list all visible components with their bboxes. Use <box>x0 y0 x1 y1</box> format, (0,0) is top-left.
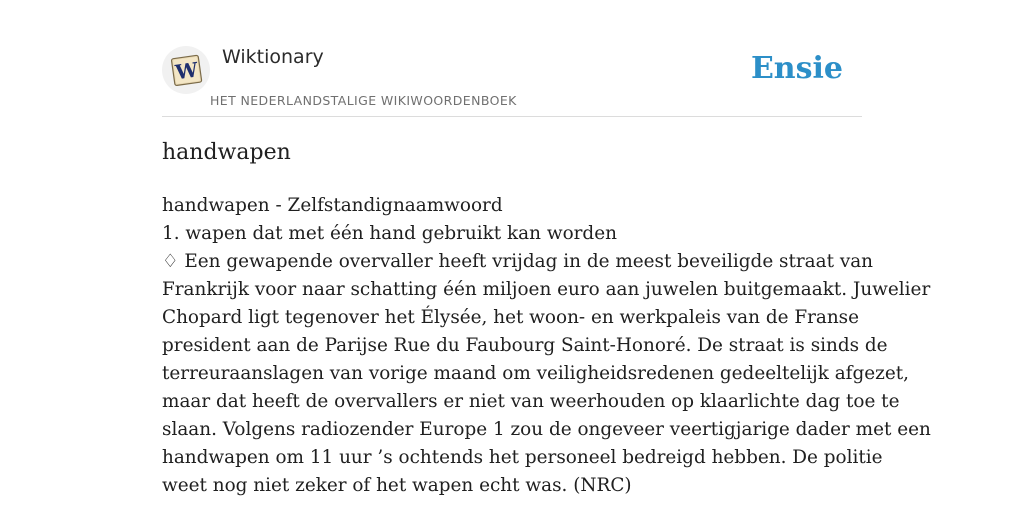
part-of-speech-line: handwapen - Zelfstandignaamwoord <box>162 195 503 216</box>
example-line: terreuraanslagen van vorige maand om veiligheidsredenen gedeeltelijk afgezet, <box>162 363 909 384</box>
logo-tile-graphic <box>162 46 210 94</box>
example-line: handwapen om 11 uur ’s ochtends het personeel bedreigd hebben. De politie <box>162 447 883 468</box>
wiktionary-logo-icon[interactable] <box>162 46 210 94</box>
page-title: handwapen <box>162 140 291 165</box>
logo-letter: W <box>173 57 200 85</box>
example-line: Frankrijk voor naar schatting één miljoen euro aan juwelen buitgemaakt. Juwelier <box>162 279 931 300</box>
site-tagline: HET NEDERLANDSTALIGE WIKIWOORDENBOEK <box>210 93 517 108</box>
example-line: ♢ Een gewapende overvaller heeft vrijdag in de meest beveiligde straat van <box>162 251 874 272</box>
definition-line: 1. wapen dat met één hand gebruikt kan worden <box>162 223 617 244</box>
example-line: maar dat heeft de overvallers er niet van weerhouden op klaarlichte dag toe te <box>162 391 900 412</box>
entry-body <box>162 192 931 500</box>
site-header <box>162 0 862 117</box>
brand-logo-link[interactable]: Ensie <box>750 51 843 86</box>
example-line: president aan de Parijse Rue du Faubourg Saint-Honoré. De straat is sinds de <box>162 335 888 356</box>
example-line: slaan. Volgens radiozender Europe 1 zou de ongeveer veertigjarige dader met een <box>162 419 931 440</box>
site-name[interactable]: Wiktionary <box>222 46 324 68</box>
example-line: weet nog niet zeker of het wapen echt was. (NRC) <box>162 475 632 496</box>
example-line: Chopard ligt tegenover het Élysée, het woon- en werkpaleis van de Franse <box>162 307 860 328</box>
